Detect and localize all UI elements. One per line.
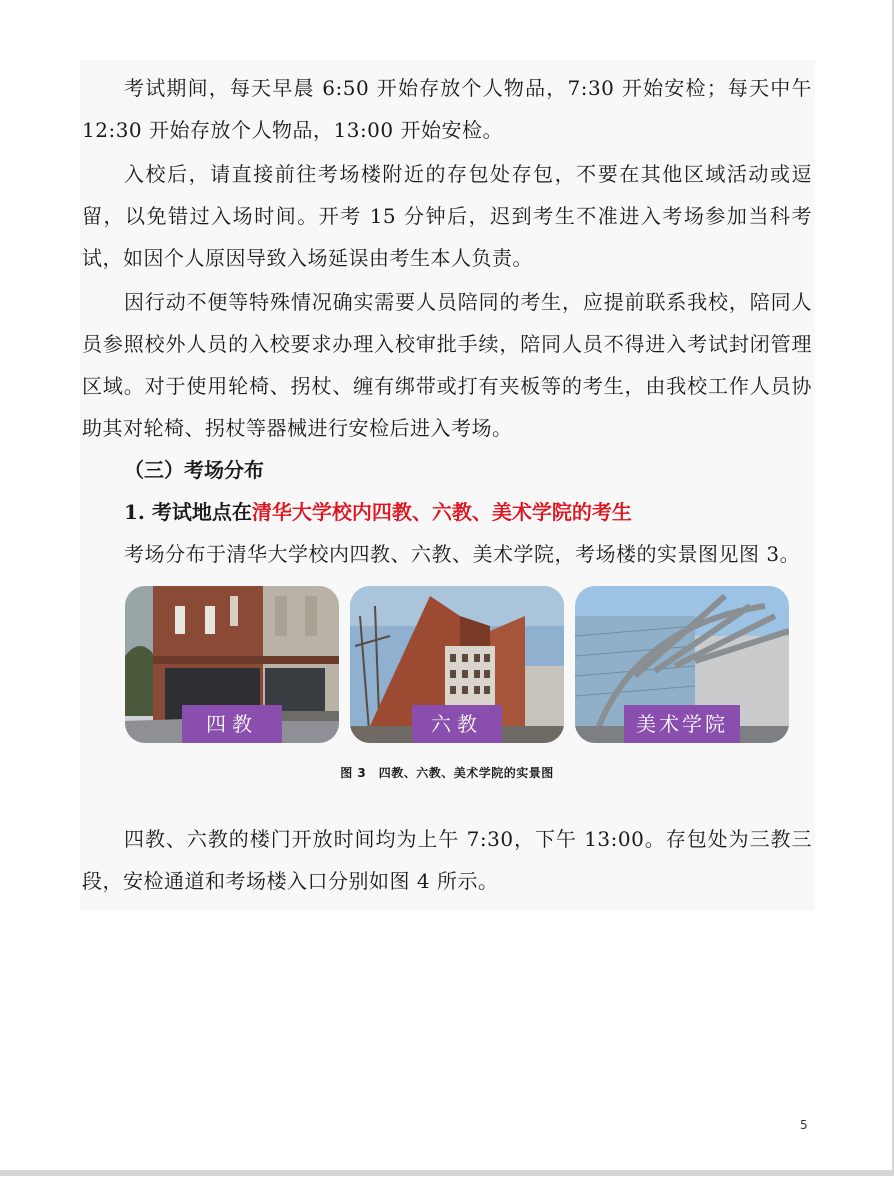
subheading-highlight: 清华大学校内四教、六教、美术学院的考生 <box>251 500 632 524</box>
paragraph-location: 考场分布于清华大学校内四教、六教、美术学院，考场楼的实景图见图 3。 <box>124 542 801 566</box>
subheading-prefix: 1. 考试地点在 <box>124 500 252 524</box>
page-number: 5 <box>800 1118 808 1132</box>
figure-caption: 图 3 四教、六教、美术学院的实景图 <box>340 766 554 780</box>
photo-art-academy <box>575 586 789 743</box>
paragraph-open-times: 四教、六教的楼门开放时间均为上午 7:30，下午 13:00。存包处为三教三段，安检通道和考场楼入口分别如图 4 所示。 <box>82 827 812 893</box>
paragraph-accompany-rules: 因行动不便等特殊情况确实需要人员陪同的考生，应提前联系我校，陪同人员参照校外人员的入校要求办理入校审批手续，陪同人员不得进入考试封闭管理区域。对于使用轮椅、拐杖、缠有绑带或打有夹板等的考生，由我校工作人员协助其对轮椅、拐杖等器械进行安检后进入考场。 <box>82 290 812 440</box>
photo-label-art-academy: 美术学院 <box>624 705 740 743</box>
photo-building-four <box>125 586 339 743</box>
paragraph-entry-rules: 入校后，请直接前往考场楼附近的存包处存包，不要在其他区域活动或逗留，以免错过入场时间。开考 15 分钟后，迟到考生不准进入考场参加当科考试，如因个人原因导致入场延误由考生本人负责。 <box>82 162 812 270</box>
photo-building-six <box>350 586 564 743</box>
photo-label-building-four: 四教 <box>182 705 282 743</box>
paragraph-security-time: 考试期间，每天早晨 6:50 开始存放个人物品，7:30 开始安检；每天中午 12:30 开始存放个人物品，13:00 开始安检。 <box>82 76 812 142</box>
subheading <box>124 491 632 533</box>
photo-label-building-six: 六教 <box>412 705 502 743</box>
section-heading: （三）考场分布 <box>124 458 264 482</box>
